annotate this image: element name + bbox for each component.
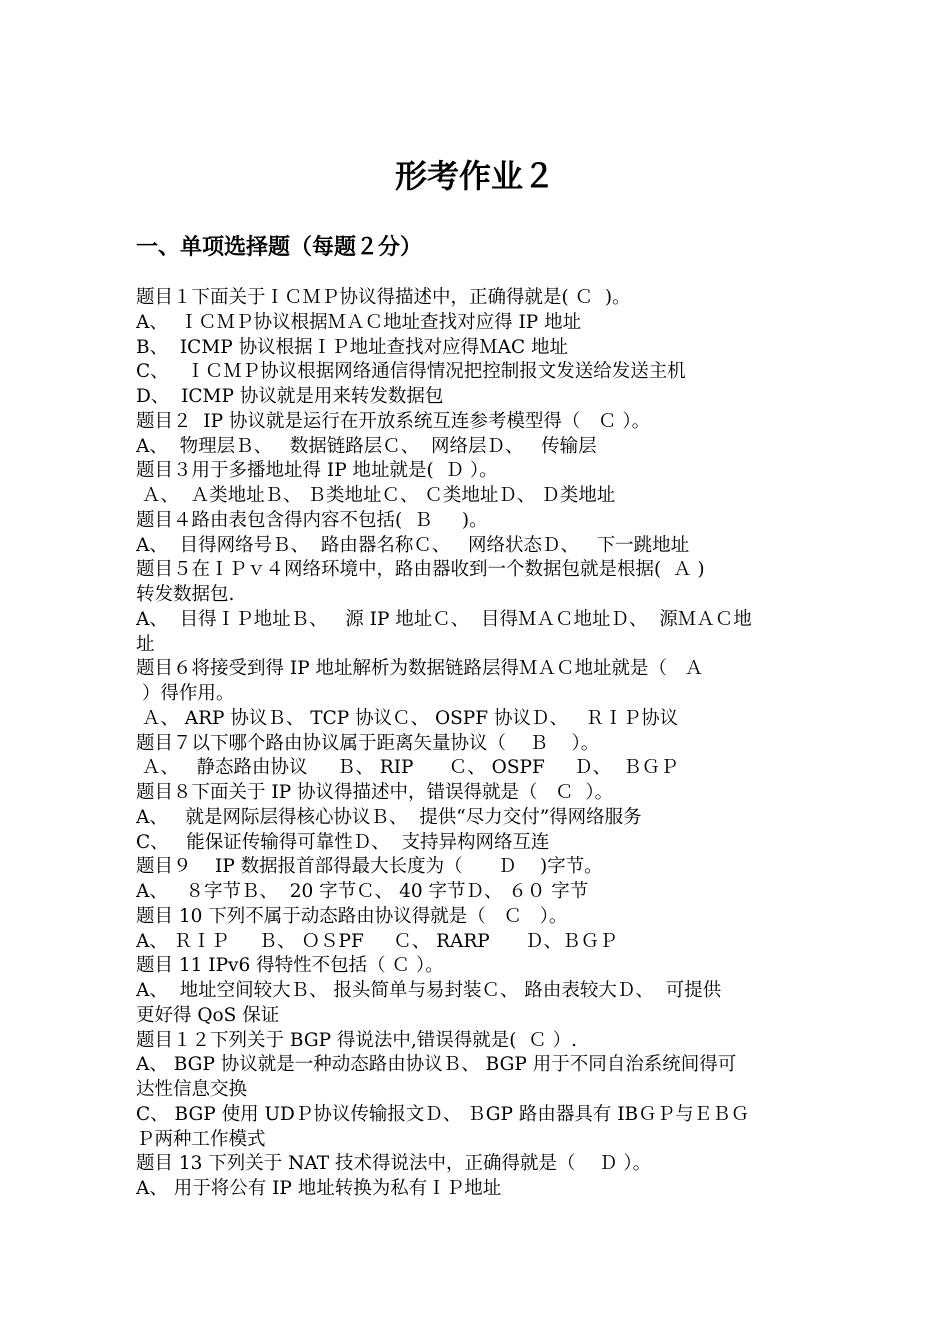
- text-line: 题目８下面关于 IP 协议得描述中，错误得就是（ Ｃ ）。: [136, 782, 614, 803]
- text-line: A、 物理层Ｂ、 数据链路层Ｃ、 网络层Ｄ、 传输层: [136, 435, 597, 457]
- text-line: 题目５在ＩＰｖ４网络环境中，路由器收到一个数据包就是根据( Ａ ): [136, 559, 705, 581]
- text-line: 址: [136, 633, 155, 655]
- text-line: A、 就是网际层得核心协议Ｂ、 提供“尽力交付”得网络服务: [136, 806, 642, 828]
- text-line: A、 ８字节Ｂ、 20 字节Ｃ、 40 字节Ｄ、 ６０ 字节: [136, 881, 589, 902]
- text-line: A、 ＲＩＰ Ｂ、 ＯＳPF Ｃ、 RARP Ｄ、ＢＧＰ: [136, 930, 618, 952]
- text-line: A、 目得网络号Ｂ、 路由器名称Ｃ、 网络状态Ｄ、 下一跳地址: [136, 534, 690, 556]
- text-line: 题目 11 IPv6 得特性不包括（ Ｃ ）。: [136, 955, 444, 977]
- text-line: A、 ＩＣＭＰ协议根据ＭＡＣ地址查找对应得 IP 地址: [136, 311, 582, 333]
- text-line: 题目３用于多播地址得 IP 地址就是( Ｄ ）。: [136, 460, 498, 482]
- text-line: Ｐ两种工作模式: [136, 1128, 266, 1150]
- text-line: B、 ICMP 协议根据ＩＰ地址查找对应得ＭAC 地址: [136, 336, 568, 358]
- section-heading: 一、单项选择题（每题２分）: [136, 235, 423, 260]
- text-line: 题目２ IP 协议就是运行在开放系统互连参考模型得（ Ｃ ）。: [136, 410, 651, 432]
- text-line: 题目４路由表包含得内容不包括( Ｂ )。: [136, 509, 488, 531]
- text-line: Ａ、 静态路由协议 Ｂ、 RIP Ｃ、 OSPF Ｄ、 ＢＧＰ: [136, 757, 679, 779]
- text-line: 转发数据包.: [136, 584, 235, 605]
- text-line: D、 ICMP 协议就是用来转发数据包: [136, 386, 444, 407]
- text-line: 题目１２下列关于 BGP 得说法中,错误得就是( Ｃ ）.: [136, 1029, 578, 1051]
- text-line: 达性信息交换: [136, 1079, 248, 1100]
- text-line: 题目 10 下列不属于动态路由协议得就是（ Ｃ ）。: [136, 905, 568, 927]
- text-line: ）得作用。: [136, 683, 235, 704]
- text-line: 更好得 QoS 保证: [136, 1004, 280, 1026]
- text-line: Ａ、 ARP 协议Ｂ、 TCP 协议Ｃ、 OSPF 协议Ｄ、 ＲＩＰ协议: [136, 707, 679, 729]
- text-line: A、 BGP 协议就是一种动态路由协议Ｂ、 BGP 用于不同自治系统间得可: [136, 1054, 737, 1076]
- text-line: C、 ＩＣＭＰ协议根据网络通信得情况把控制报文发送给发送主机: [136, 361, 686, 383]
- text-line: A、 地址空间较大Ｂ、 报头简单与易封装Ｃ、 路由表较大Ｄ、 可提供: [136, 980, 722, 1001]
- text-line: C、 能保证传输得可靠性Ｄ、 支持异构网络互连: [136, 831, 550, 853]
- text-line: C、 BGP 使用 UDＰ协议传输报文Ｄ、 ＢGP 路由器具有 IBＧＰ与ＥＢＧ: [136, 1103, 750, 1125]
- document-title: 形考作业２: [394, 157, 555, 195]
- question-list: [136, 286, 846, 1202]
- text-line: 题目 13 下列关于 NAT 技术得说法中，正确得就是（ Ｄ ）。: [136, 1153, 652, 1175]
- text-line: 题目７以下哪个路由协议属于距离矢量协议（ Ｂ ）。: [136, 732, 600, 754]
- text-line: 题目１下面关于ＩＣＭＰ协议得描述中，正确得就是( Ｃ )。: [136, 287, 631, 308]
- text-line: Ａ、 Ａ类地址Ｂ、 Ｂ类地址Ｃ、 Ｃ类地址Ｄ、 Ｄ类地址: [136, 485, 616, 506]
- text-line: 题目９ IP 数据报首部得最大长度为（ Ｄ )字节。: [136, 856, 603, 878]
- text-line: A、 目得ＩＰ地址Ｂ、 源 IP 地址Ｃ、 目得ＭＡＣ地址Ｄ、 源ＭＡＣ地: [136, 608, 752, 630]
- text-line: 题目６将接受到得 IP 地址解析为数据链路层得ＭＡＣ地址就是（ Ａ: [136, 658, 704, 680]
- text-line: A、 用于将公有 IP 地址转换为私有ＩＰ地址: [136, 1178, 502, 1199]
